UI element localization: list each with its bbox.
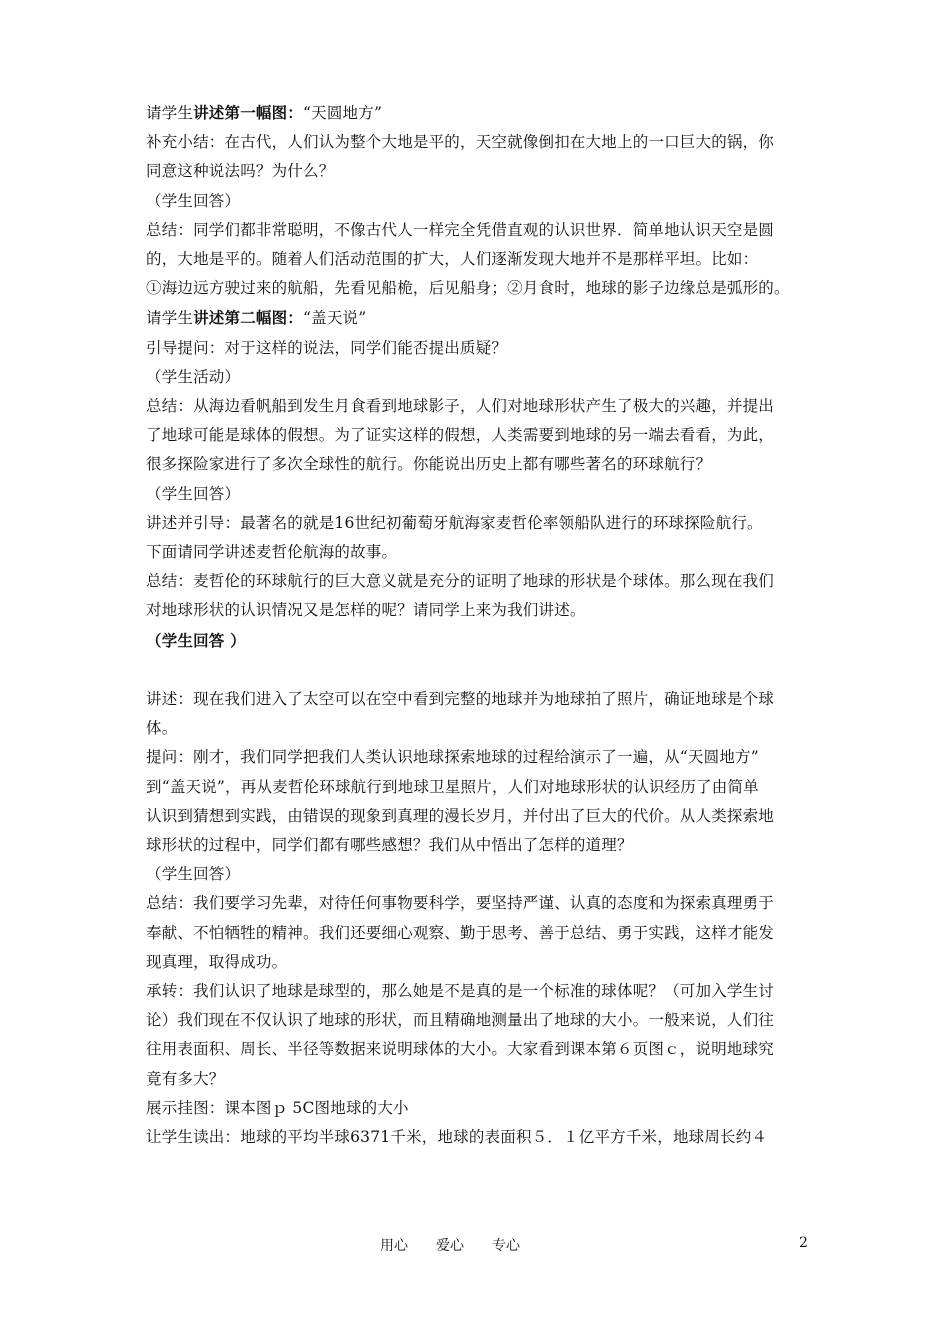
text-line: 往用表面积、周长、半径等数据来说明球体的大小。大家看到课本第６页图ｃ，说明地球究 [146,1040,775,1059]
line-prefix: 请学生 [146,309,194,328]
document-body [146,98,821,1152]
footer-motto: 用心 爱心 专心 [380,1238,520,1254]
text-line: （学生回答） [146,191,241,210]
text-line: 总结：我们要学习先辈，对待任何事物要科学，要坚持严谨、认真的态度和为探索真理勇于 [146,894,775,913]
text-line: 认识到猜想到实践，由错误的现象到真理的漫长岁月，并付出了巨大的代价。从人类探索地 [146,806,775,825]
text-line [146,98,821,128]
text-line: 让学生读出：地球的平均半球6371千米，地球的表面积５．１亿平方千米，地球周长约４ [146,1128,768,1147]
page-number: 2 [799,1235,808,1251]
bold-phrase: （学生回答 ） [146,630,246,650]
text-line: （学生回答） [146,865,241,884]
text-line: 承转：我们认识了地球是球型的，那么她是不是真的是一个标准的球体呢？（可加入学生讨 [146,982,775,1001]
text-line: （学生回答） [146,484,241,503]
text-line: 现真理，取得成功。 [146,952,288,971]
text-line [146,303,821,333]
text-line: 很多探险家进行了多次全球性的航行。你能说出历史上都有哪些著名的环球航行？ [146,455,712,474]
text-line: 体。 [146,719,178,738]
text-line: 讲述并引导：最著名的就是16世纪初葡萄牙航海家麦哲伦率领船队进行的环球探险航行。 [146,513,763,532]
text-line: 球形状的过程中，同学们都有哪些感想？我们从中悟出了怎样的道理？ [146,836,633,855]
text-line: 的，大地是平的。随着人们活动范围的扩大，人们逐渐发现大地并不是那样平坦。比如： [146,250,759,269]
line-prefix: 请学生 [146,104,194,122]
text-line: 同意这种说法吗？为什么？ [146,162,335,181]
text-line: 奉献、不怕牺牲的精神。我们还要细心观察、勤于思考、善于总结、勇于实践，这样才能发 [146,923,775,942]
text-line: 总结：从海边看帆船到发生月食看到地球影子，人们对地球形状产生了极大的兴趣，并提出 [146,397,775,416]
text-line: 竟有多大？ [146,1069,225,1088]
text-line [146,626,821,656]
blank-line [146,656,821,685]
bold-phrase: 讲述第一幅图： [193,103,304,122]
text-line: 展示挂图：课本图ｐ 5C图地球的大小 [146,1098,409,1117]
text-line: 总结：麦哲伦的环球航行的巨大意义就是充分的证明了地球的形状是个球体。那么现在我们 [146,572,775,591]
page-footer [0,1235,950,1259]
text-line: 引导提问：对于这样的说法，同学们能否提出质疑？ [146,338,508,357]
text-line: 了地球可能是球体的假想。为了证实这样的假想，人类需要到地球的另一端去看看，为此， [146,426,775,445]
text-line: 总结：同学们都非常聪明，不像古代人一样完全凭借直观的认识世界．简单地认识天空是圆 [146,220,775,239]
text-line: 提问：刚才，我们同学把我们人类认识地球探索地球的过程给演示了一遍，从“天圆地方” [146,748,759,767]
text-line: 补充小结：在古代，人们认为整个大地是平的，天空就像倒扣在大地上的一口巨大的锅，你 [146,133,775,152]
text-line: ①海边远方驶过来的航船，先看见船桅，后见船身；②月食时，地球的影子边缘总是弧形的。 [146,279,790,298]
text-line: （学生活动） [146,367,241,386]
text-line: 下面请同学讲述麦哲伦航海的故事。 [146,543,398,562]
bold-phrase: 讲述第二幅图： [193,308,304,328]
text-line: 论）我们现在不仅认识了地球的形状，而且精确地测量出了地球的大小。一般来说，人们往 [146,1011,775,1030]
line-suffix: “盖天说” [303,309,367,328]
text-line: 讲述：现在我们进入了太空可以在空中看到完整的地球并为地球拍了照片，确证地球是个球 [146,690,775,709]
line-suffix: “天圆地方” [303,104,383,122]
text-line: 对地球形状的认识情况又是怎样的呢？请同学上来为我们讲述。 [146,601,586,620]
text-line: 到“盖天说”，再从麦哲伦环球航行到地球卫星照片，人们对地球形状的认识经历了由简单 [146,777,759,796]
